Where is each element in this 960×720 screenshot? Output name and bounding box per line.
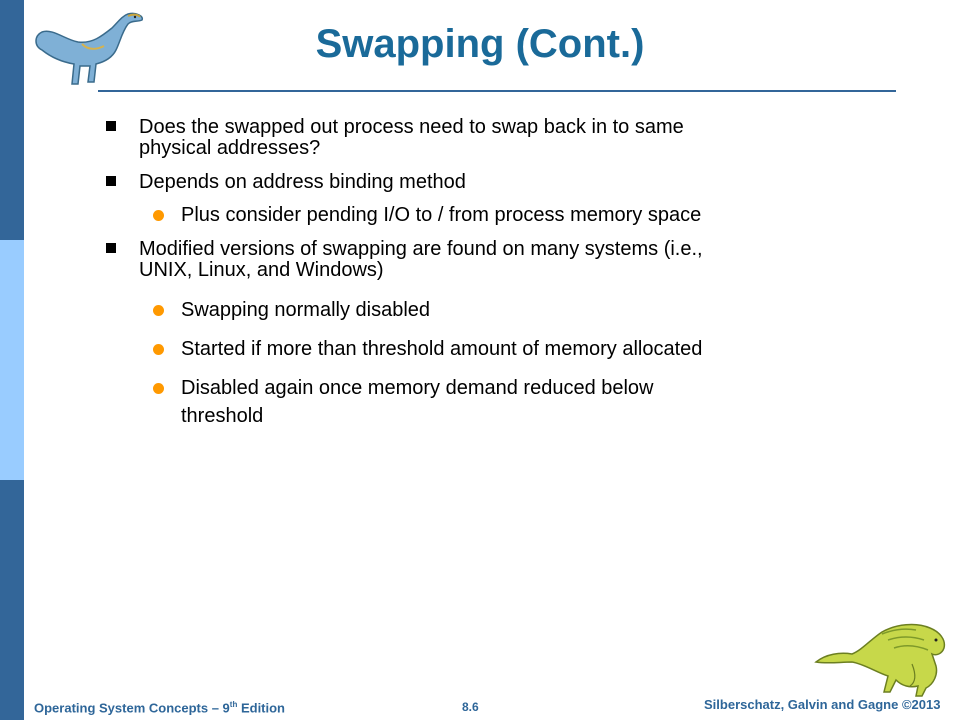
- footer-title-prefix: Operating System Concepts – 9: [34, 700, 230, 716]
- dinosaur-icon: [812, 614, 956, 698]
- footer-copyright: Silberschatz, Galvin and Gagne ©2013: [704, 697, 941, 712]
- sub-bullet-dot-icon: [153, 344, 164, 355]
- sub-bullet-text: Swapping normally disabled: [181, 299, 431, 321]
- sub-bullet-dot-icon: [153, 305, 164, 316]
- sub-bullet-text-continuation: threshold: [181, 405, 264, 427]
- bullet-text-continuation: UNIX, Linux, and Windows): [139, 259, 384, 281]
- footer-title-superscript: th: [229, 700, 238, 709]
- sub-bullet-dot-icon: [153, 383, 164, 394]
- page-number: 8.6: [462, 700, 479, 714]
- footer-course-title: [34, 700, 285, 715]
- sub-bullet-text: Disabled again once memory demand reduced below: [181, 377, 654, 399]
- bullet-text-continuation: physical addresses?: [139, 137, 321, 159]
- bullet-square-icon: [106, 243, 116, 253]
- bullet-text: Does the swapped out process need to swap back in to same: [139, 116, 684, 138]
- sub-bullet-text: Started if more than threshold amount of memory allocated: [181, 338, 703, 360]
- bullet-text: Depends on address binding method: [139, 171, 466, 193]
- bullet-text: Modified versions of swapping are found on many systems (i.e.,: [139, 238, 703, 260]
- slide-title: Swapping (Cont.): [315, 22, 645, 66]
- footer-title-suffix: Edition: [237, 700, 286, 716]
- bullet-square-icon: [106, 121, 116, 131]
- bullet-square-icon: [106, 176, 116, 186]
- sub-bullet-text: Plus consider pending I/O to / from process memory space: [181, 204, 702, 226]
- sub-bullet-dot-icon: [153, 210, 164, 221]
